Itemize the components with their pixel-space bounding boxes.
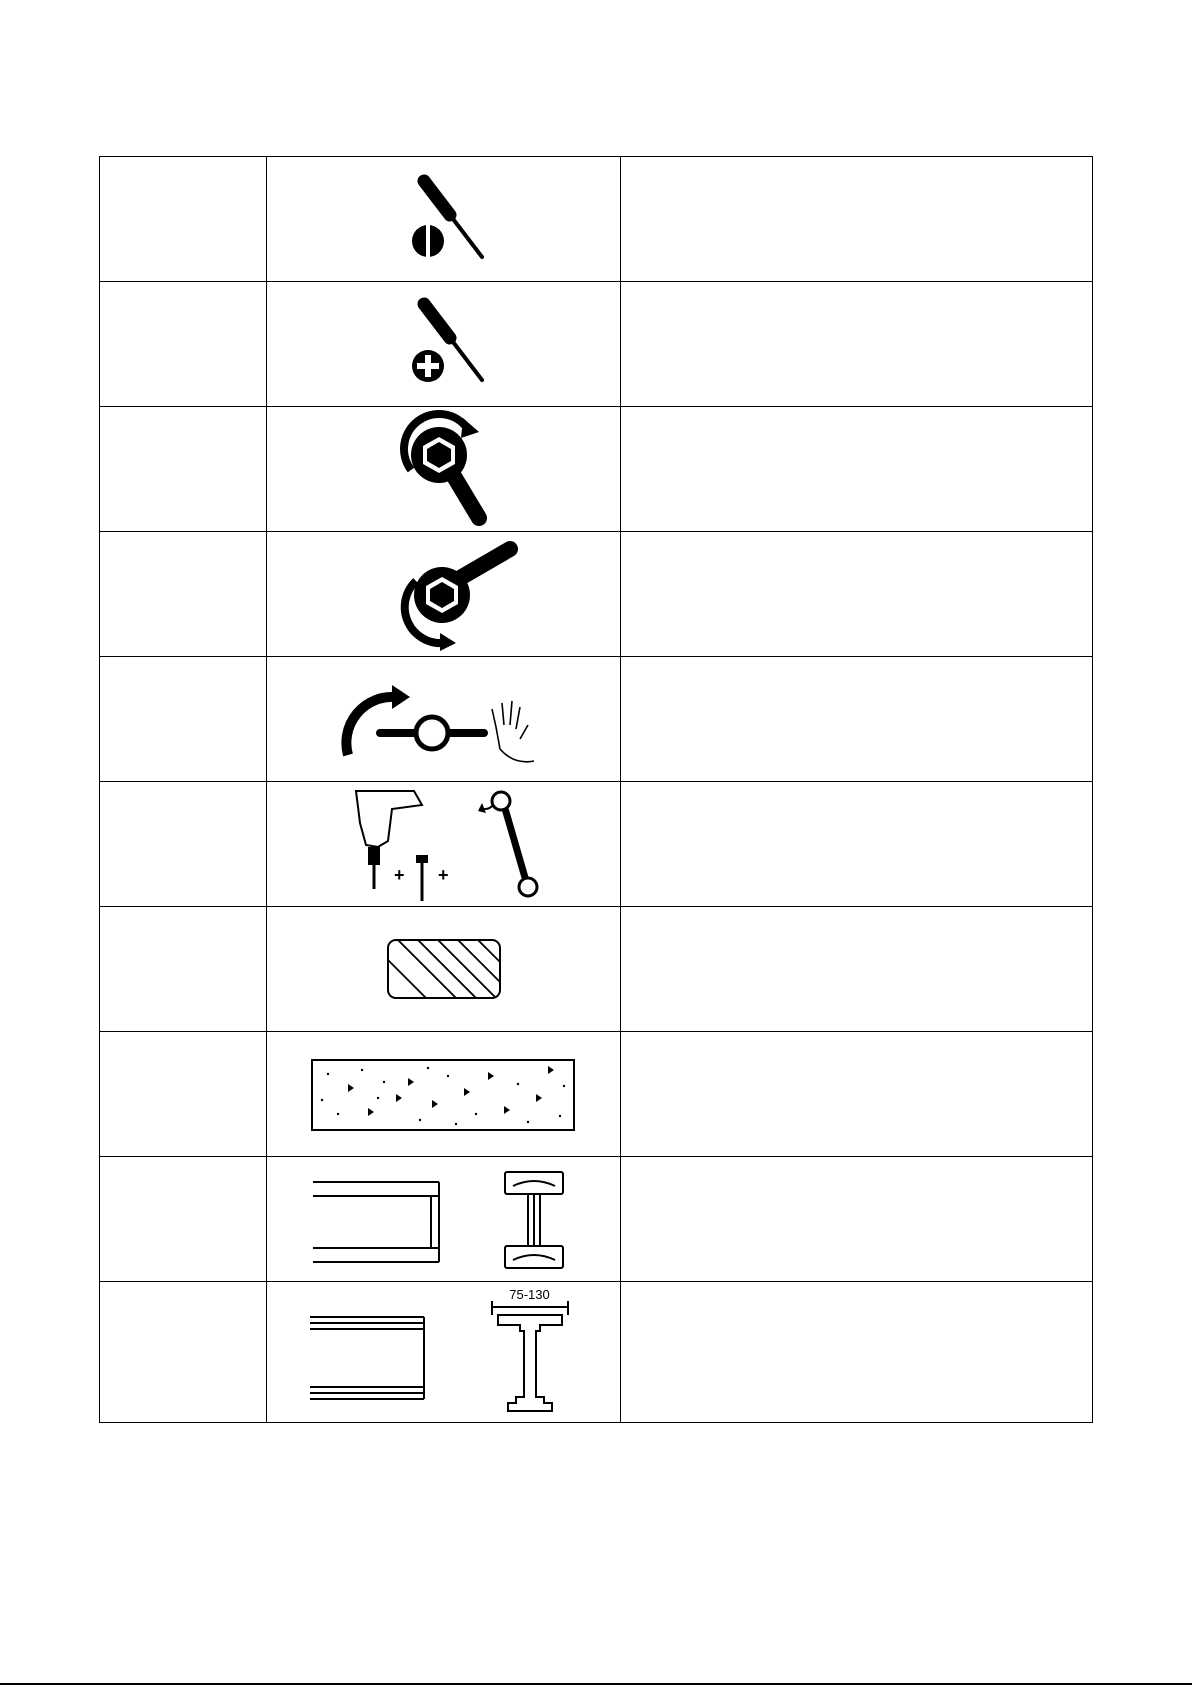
row-icon-cell — [267, 907, 621, 1032]
row-label-cell — [100, 157, 267, 282]
row-icon-cell — [267, 282, 621, 407]
hex-wrench-counterclockwise-icon — [364, 535, 524, 653]
table-row — [100, 1282, 1093, 1423]
row-desc-cell — [621, 782, 1093, 907]
table-row — [100, 1032, 1093, 1157]
wood-section-icon — [384, 936, 504, 1002]
table-row — [100, 1157, 1093, 1282]
row-icon-cell — [267, 782, 621, 907]
row-label-cell — [100, 407, 267, 532]
hex-wrench-clockwise-icon — [379, 410, 509, 528]
row-label-cell — [100, 907, 267, 1032]
drill-anchor-spanner-icon — [344, 783, 544, 905]
table-row — [100, 532, 1093, 657]
row-label-cell — [100, 657, 267, 782]
row-label-cell — [100, 532, 267, 657]
table-row — [100, 157, 1093, 282]
t-handle-hand-tighten-icon — [334, 669, 554, 769]
concrete-section-icon — [308, 1054, 580, 1134]
row-icon-cell — [267, 1157, 621, 1282]
row-desc-cell — [621, 407, 1093, 532]
row-icon-cell — [267, 532, 621, 657]
row-label-cell — [100, 1282, 267, 1423]
table-row — [100, 282, 1093, 407]
table-row — [100, 407, 1093, 532]
phillips-screwdriver-icon — [384, 294, 504, 394]
tools-table — [99, 156, 1093, 1423]
beam-dimension-label: 75-130 — [509, 1287, 550, 1302]
row-icon-cell — [267, 1282, 621, 1423]
row-desc-cell — [621, 1032, 1093, 1157]
row-icon-cell — [267, 407, 621, 532]
row-label-cell — [100, 1157, 267, 1282]
table-row — [100, 782, 1093, 907]
row-desc-cell — [621, 907, 1093, 1032]
row-desc-cell — [621, 657, 1093, 782]
table-row — [100, 657, 1093, 782]
svg-text:+: + — [437, 865, 449, 885]
table-row — [100, 907, 1093, 1032]
steel-i-beam-icon — [304, 1287, 584, 1417]
row-label-cell — [100, 282, 267, 407]
row-label-cell — [100, 1032, 267, 1157]
row-desc-cell — [621, 532, 1093, 657]
flat-screwdriver-icon — [384, 169, 504, 269]
row-icon-cell — [267, 157, 621, 282]
svg-text:+: + — [393, 865, 405, 885]
steel-channel-beam-icon — [309, 1162, 579, 1276]
row-desc-cell — [621, 1157, 1093, 1282]
row-desc-cell — [621, 282, 1093, 407]
row-icon-cell — [267, 657, 621, 782]
row-label-cell — [100, 782, 267, 907]
row-icon-cell — [267, 1032, 621, 1157]
row-desc-cell — [621, 1282, 1093, 1423]
row-desc-cell — [621, 157, 1093, 282]
